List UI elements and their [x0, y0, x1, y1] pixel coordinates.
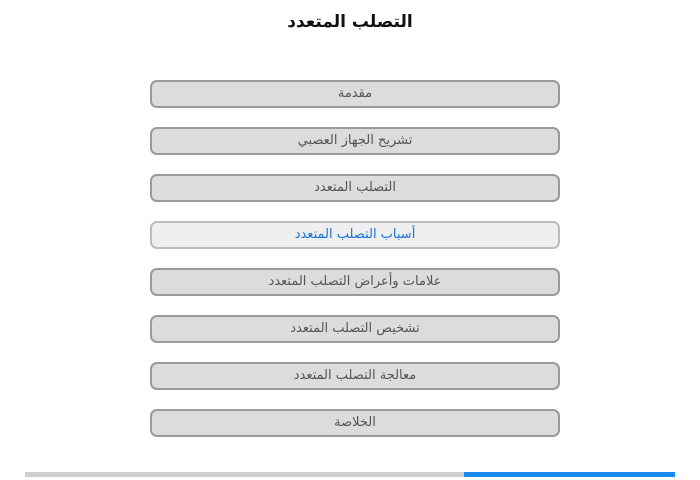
menu-item-diagnosis[interactable]: تشخيص التصلب المتعدد: [150, 315, 560, 343]
menu-item-causes[interactable]: أسباب التصلب المتعدد: [150, 221, 560, 249]
menu-item-nervous-system-anatomy[interactable]: تشريح الجهاز العصبي: [150, 127, 560, 155]
menu-item-treatment[interactable]: معالجة التصلب المتعدد: [150, 362, 560, 390]
topic-menu: [150, 80, 560, 456]
menu-item-signs-symptoms[interactable]: علامات وأعراض التصلب المتعدد: [150, 268, 560, 296]
menu-item-introduction[interactable]: مقدمة: [150, 80, 560, 108]
progress-bar-fill: [464, 472, 675, 477]
progress-bar: [25, 472, 675, 477]
menu-item-summary[interactable]: الخلاصة: [150, 409, 560, 437]
page-title: التصلب المتعدد: [287, 12, 413, 32]
menu-item-multiple-sclerosis[interactable]: التصلب المتعدد: [150, 174, 560, 202]
